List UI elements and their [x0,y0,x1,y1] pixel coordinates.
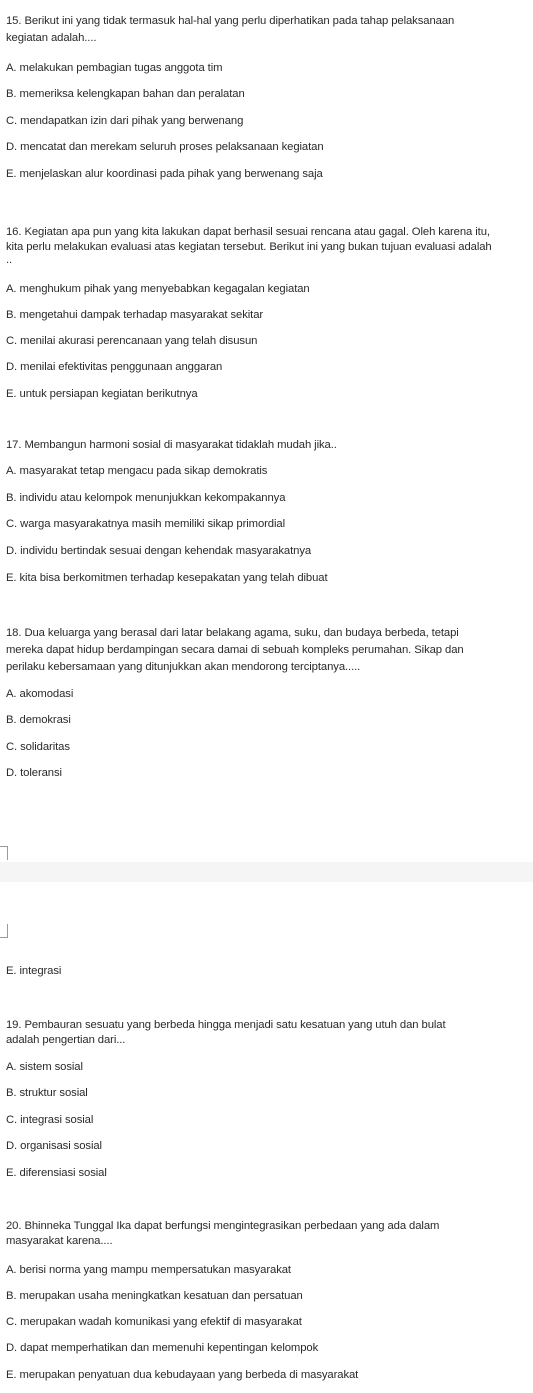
option-b: B. struktur sosial [6,1087,88,1099]
option-a: A. masyarakat tetap mengacu pada sikap demokratis [6,465,268,477]
page-break-divider [0,862,533,882]
option-b: B. mengetahui dampak terhadap masyarakat sekitar [6,309,264,321]
question-text-line: 17. Membangun harmoni sosial di masyarakat tidaklah mudah jika.. [6,439,337,451]
question-text-line: 19. Pembauran sesuatu yang berbeda hingga menjadi satu kesatuan yang utuh dan bulat [6,1019,446,1031]
option-d: D. organisasi sosial [6,1140,102,1152]
option-c: C. menilai akurasi perencanaan yang telah disusun [6,335,258,347]
option-e: E. integrasi [6,965,62,977]
option-e: E. diferensiasi sosial [6,1167,107,1179]
option-b: B. individu atau kelompok menunjukkan kekompakannya [6,492,286,504]
option-d: D. menilai efektivitas penggunaan anggaran [6,361,223,373]
question-text-line: 20. Bhinneka Tunggal Ika dapat berfungsi mengintegrasikan perbedaan yang ada dalam [6,1220,440,1232]
question-text-line: .. [6,254,13,266]
option-c: C. warga masyarakatnya masih memiliki sikap primordial [6,518,285,530]
question-text-line: mereka dapat hidup berdampingan secara damai di sebuah kompleks perumahan. Sikap dan [6,644,464,656]
option-e: E. kita bisa berkomitmen terhadap kesepakatan yang telah dibuat [6,572,328,584]
option-d: D. toleransi [6,767,62,779]
question-text-line: perilaku kebersamaan yang ditunjukkan akan mendorong terciptanya..... [6,661,361,673]
question-text-line: 16. Kegiatan apa pun yang kita lakukan dapat berhasil sesuai rencana atau gagal. Oleh karena itu, [6,226,490,238]
question-text-line: 18. Dua keluarga yang berasal dari latar belakang agama, suku, dan budaya berbeda, tetapi [6,627,459,639]
page-corner-mark [0,846,8,860]
option-d: D. dapat memperhatikan dan memenuhi kepentingan kelompok [6,1342,319,1354]
option-b: B. memeriksa kelengkapan bahan dan peralatan [6,88,245,100]
page-corner-mark [0,924,8,938]
option-d: D. individu bertindak sesuai dengan kehendak masyarakatnya [6,545,312,557]
option-d: D. mencatat dan merekam seluruh proses pelaksanaan kegiatan [6,141,324,153]
option-a: A. berisi norma yang mampu mempersatukan masyarakat [6,1264,291,1276]
option-c: C. integrasi sosial [6,1114,94,1126]
option-a: A. akomodasi [6,688,74,700]
option-e: E. merupakan penyatuan dua kebudayaan yang berbeda di masyarakat [6,1369,359,1381]
option-a: A. melakukan pembagian tugas anggota tim [6,62,223,74]
question-text-line: kita perlu melakukan evaluasi atas kegiatan tersebut. Berikut ini yang bukan tujuan evaluasi adalah [6,241,492,253]
question-text-line: kegiatan adalah.... [6,32,97,44]
question-text-line: adalah pengertian dari... [6,1034,126,1046]
option-e: E. menjelaskan alur koordinasi pada pihak yang berwenang saja [6,168,323,180]
option-c: C. merupakan wadah komunikasi yang efektif di masyarakat [6,1316,302,1328]
option-e: E. untuk persiapan kegiatan berikutnya [6,388,198,400]
option-c: C. mendapatkan izin dari pihak yang berwenang [6,115,244,127]
option-c: C. solidaritas [6,741,70,753]
option-a: A. menghukum pihak yang menyebabkan kegagalan kegiatan [6,283,310,295]
question-text-line: 15. Berikut ini yang tidak termasuk hal-hal yang perlu diperhatikan pada tahap pelaksanaan [6,15,455,27]
question-text-line: masyarakat karena.... [6,1235,113,1247]
option-b: B. demokrasi [6,714,71,726]
option-b: B. merupakan usaha meningkatkan kesatuan dan persatuan [6,1290,303,1302]
option-a: A. sistem sosial [6,1061,83,1073]
